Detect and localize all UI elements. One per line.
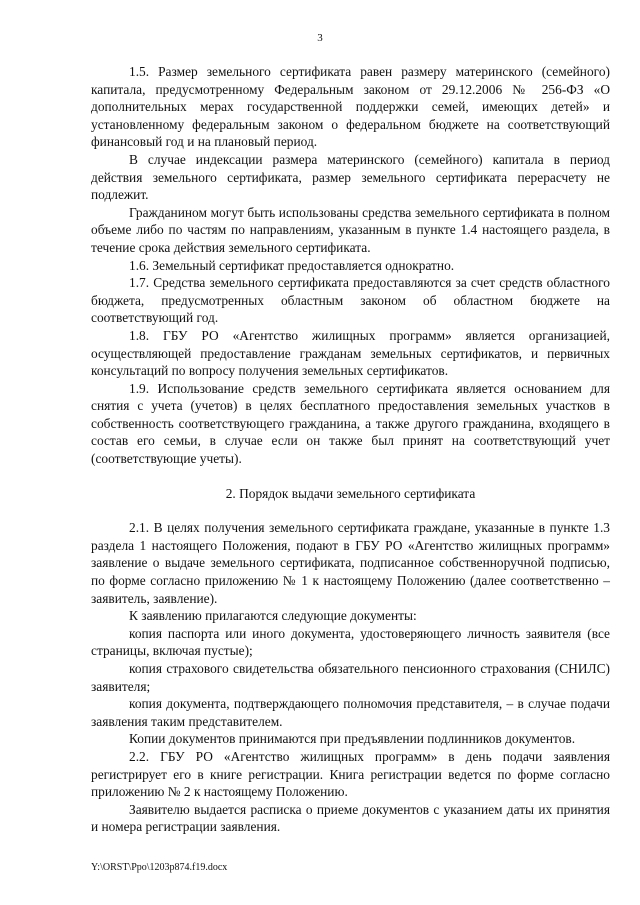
paragraph-1-8: 1.8. ГБУ РО «Агентство жилищных программ» является организацией, осуществляющей предоставление гражданам земельных сертификатов, и первичных консультаций по вопросу получения земельных сертификатов. — [91, 327, 610, 379]
paragraph-passport-copy: копия паспорта или иного документа, удостоверяющего личность заявителя (все страницы, включая пустые); — [91, 625, 610, 659]
paragraph-1-5: 1.5. Размер земельного сертификата равен размеру материнского (семейного) капитала, предусмотренному Федеральным законом от 29.12.2006 № 256-ФЗ «О дополнительных мерах государственной поддержки семей, имеющих детей» и установленному федеральным законом о федеральном бюджете на соответствующий финансовый год и на плановый период. — [91, 64, 610, 150]
footer-file-path: Y:\ORST\Ppo\1203p874.f19.docx — [91, 862, 228, 873]
paragraph-originals: Копии документов принимаются при предъявлении подлинников документов. — [129, 731, 576, 747]
paragraph-1-7: 1.7. Средства земельного сертификата предоставляются за счет средств областного бюджета, предусмотренных областным законом об областном бюджете на соответствующий год. — [91, 275, 610, 326]
paragraph-1-6: 1.6. Земельный сертификат предоставляется однократно. — [129, 257, 455, 273]
page-number: 3 — [317, 32, 323, 44]
paragraph-snils-copy: копия страхового свидетельства обязательного пенсионного страхования (СНИЛС) заявителя; — [91, 661, 610, 694]
paragraph-2-1: 2.1. В целях получения земельного сертификата граждане, указанные в пункте 1.3 раздела 1 настоящего Положения, подают в ГБУ РО «Агентство жилищных программ» заявление о выдаче земельного сертификата, подписанное собственноручной подписью, по форме согласно приложению № 1 к настоящему Положению (далее соответственно – заявитель, заявление). — [91, 520, 610, 606]
paragraph-1-9: 1.9. Использование средств земельного сертификата является основанием для снятия с учета (учетов) в целях бесплатного предоставления земельных участков в собственность соответствующего гражданина, а также другого гражданина, входящего в состав его семьи, в случае если он также был принят на соответствующий учет (соответствующие учеты). — [91, 380, 610, 467]
document-body — [91, 63, 610, 836]
section-2-heading: 2. Порядок выдачи земельного сертификата — [225, 485, 476, 501]
paragraph-attachments: К заявлению прилагаются следующие документы: — [129, 608, 417, 624]
paragraph-usage: Гражданином могут быть использованы средства земельного сертификата в полном объеме либо по частям по направлениям, указанным в пункте 1.4 настоящего раздела, в течение срока действия земельного сертификата. — [91, 204, 610, 255]
paragraph-2-2: 2.2. ГБУ РО «Агентство жилищных программ» в день подачи заявления регистрирует его в книге регистрации. Книга регистрации ведется по форме согласно приложению № 2 к настоящему Положению. — [91, 748, 610, 800]
paragraph-indexation: В случае индексации размера материнского (семейного) капитала в период действия земельного сертификата, размер земельного сертификата перерасчету не подлежит. — [91, 151, 610, 203]
paragraph-receipt: Заявителю выдается расписка о приеме документов с указанием даты их принятия и номера регистрации заявления. — [91, 801, 610, 835]
paragraph-representative-copy: копия документа, подтверждающего полномочия представителя, – в случае подачи заявления таким представителем. — [91, 696, 610, 729]
